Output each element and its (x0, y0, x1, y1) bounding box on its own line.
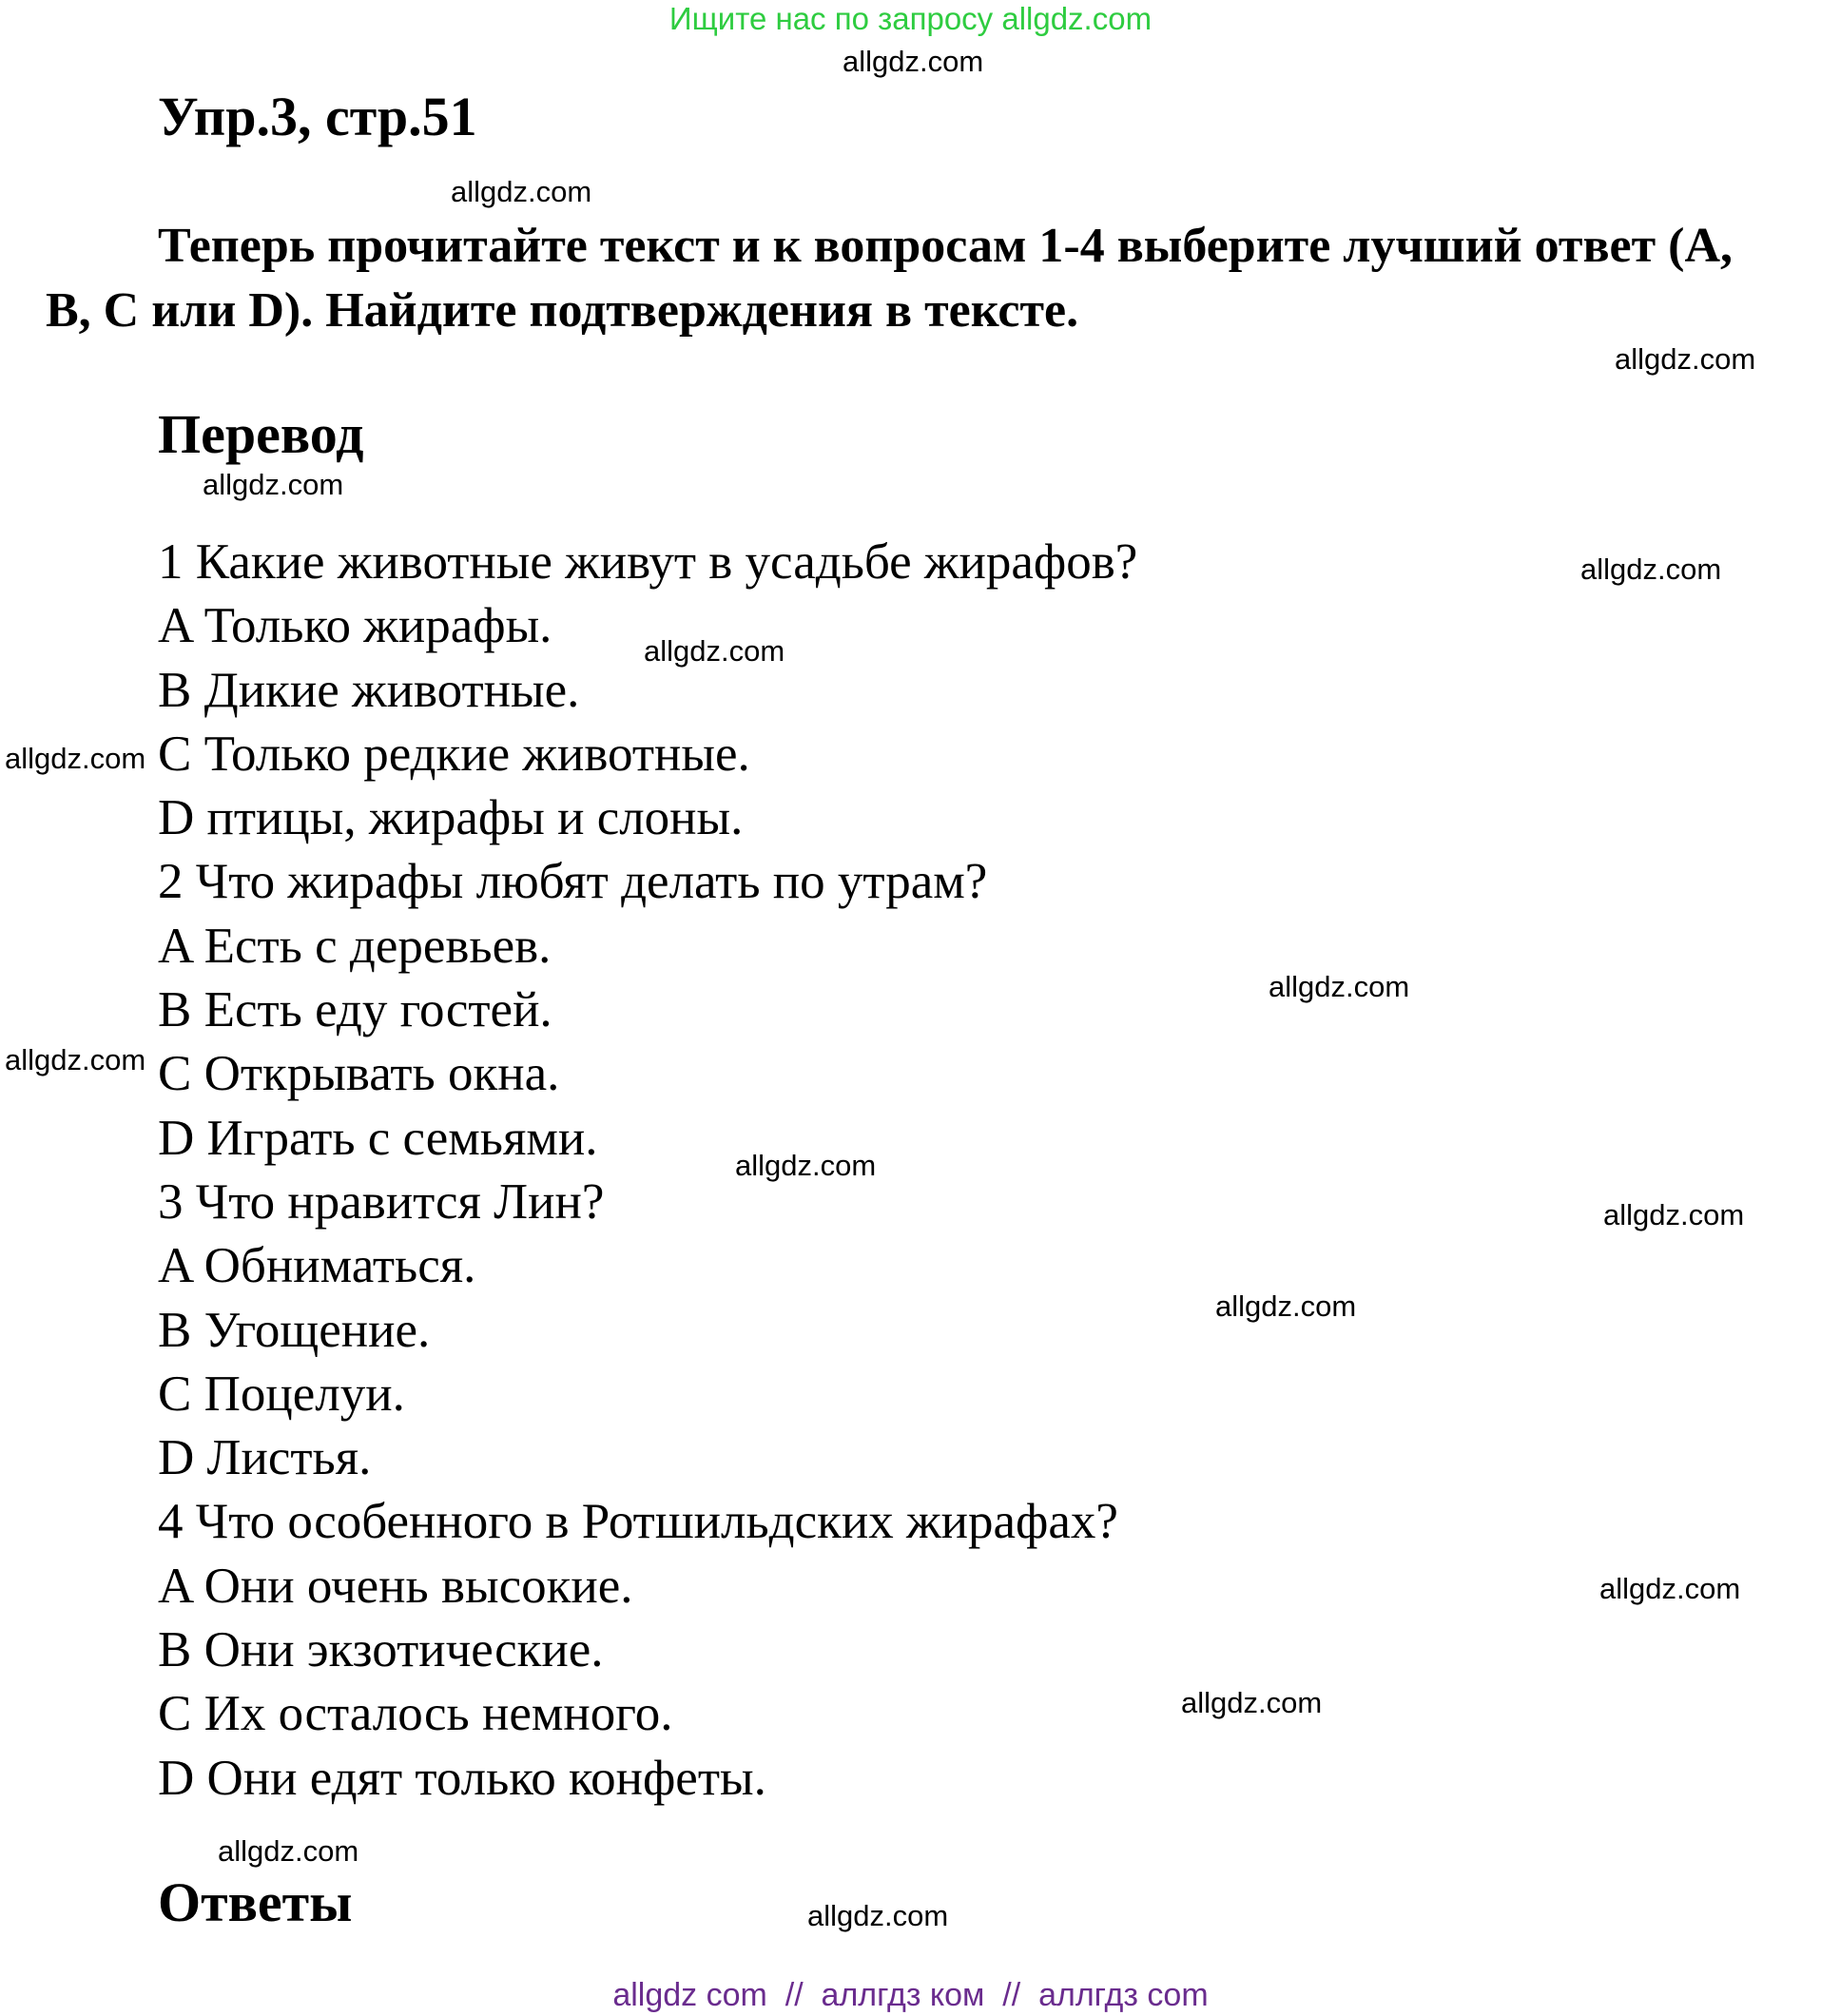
question-4: 4 Что особенного в Ротшильдских жирафах? (158, 1494, 1118, 1550)
exercise-title: Упр.3, стр.51 (158, 86, 477, 147)
question-4-option-d: D Они едят только конфеты. (158, 1750, 766, 1806)
question-list (158, 531, 1137, 1811)
watermark-text: allgdz.com (807, 1899, 949, 1932)
question-4-option-b: B Они экзотические. (158, 1622, 604, 1678)
watermark-text: allgdz.com (1603, 1198, 1745, 1231)
watermark-text: allgdz.com (5, 1043, 146, 1076)
watermark-text: allgdz.com (843, 45, 984, 78)
watermark-text: allgdz.com (644, 634, 785, 668)
question-1-option-d: D птицы, жирафы и слоны. (158, 790, 744, 846)
exercise-instruction: Теперь прочитайте текст и к вопросам 1-4 выберите лучший ответ (A, B, C или D). Найдите подтверждения в тексте. (46, 219, 1734, 338)
question-1-option-c: C Только редкие животные. (158, 726, 750, 782)
question-1: 1 Какие животные живут в усадьбе жирафов? (158, 534, 1138, 590)
watermark-text: allgdz.com (1269, 970, 1410, 1003)
question-2-option-c: C Открывать окна. (158, 1046, 560, 1102)
answers-heading: Ответы (158, 1871, 353, 1933)
question-2-option-a: A Есть с деревьев. (158, 918, 552, 974)
watermark-text: allgdz.com (1215, 1289, 1357, 1323)
question-4-option-a: A Они очень высокие. (158, 1558, 633, 1614)
watermark-text: allgdz.com (1599, 1572, 1741, 1605)
question-1-option-a: A Только жирафы. (158, 598, 552, 654)
watermark-text: allgdz.com (735, 1149, 877, 1182)
question-3-option-d: D Листья. (158, 1430, 372, 1486)
question-4-option-c: C Их осталось немного. (158, 1686, 673, 1742)
watermark-text: allgdz.com (203, 468, 344, 501)
question-2: 2 Что жирафы любят делать по утрам? (158, 854, 988, 910)
translation-heading: Перевод (158, 403, 364, 465)
watermark-text: allgdz.com (1181, 1686, 1323, 1719)
watermark-text: allgdz.com (1580, 552, 1722, 586)
question-2-option-b: B Есть еду гостей. (158, 982, 552, 1038)
question-3-option-b: B Угощение. (158, 1302, 431, 1358)
question-3-option-a: A Обниматься. (158, 1238, 476, 1294)
watermark-text: allgdz.com (5, 742, 146, 775)
watermark-text: allgdz.com (1615, 342, 1756, 376)
question-3: 3 Что нравится Лин? (158, 1173, 605, 1230)
watermark-text: allgdz.com (451, 175, 592, 208)
question-1-option-b: B Дикие животные. (158, 662, 580, 718)
question-2-option-d: D Играть с семьями. (158, 1110, 598, 1166)
bottom-banner-link[interactable]: allgdz com // аллгдз ком // аллгдз com (612, 1977, 1209, 2013)
top-banner-link[interactable]: Ищите нас по запросу allgdz.com (668, 1, 1153, 36)
question-3-option-c: C Поцелуи. (158, 1366, 405, 1422)
watermark-text: allgdz.com (218, 1834, 359, 1868)
